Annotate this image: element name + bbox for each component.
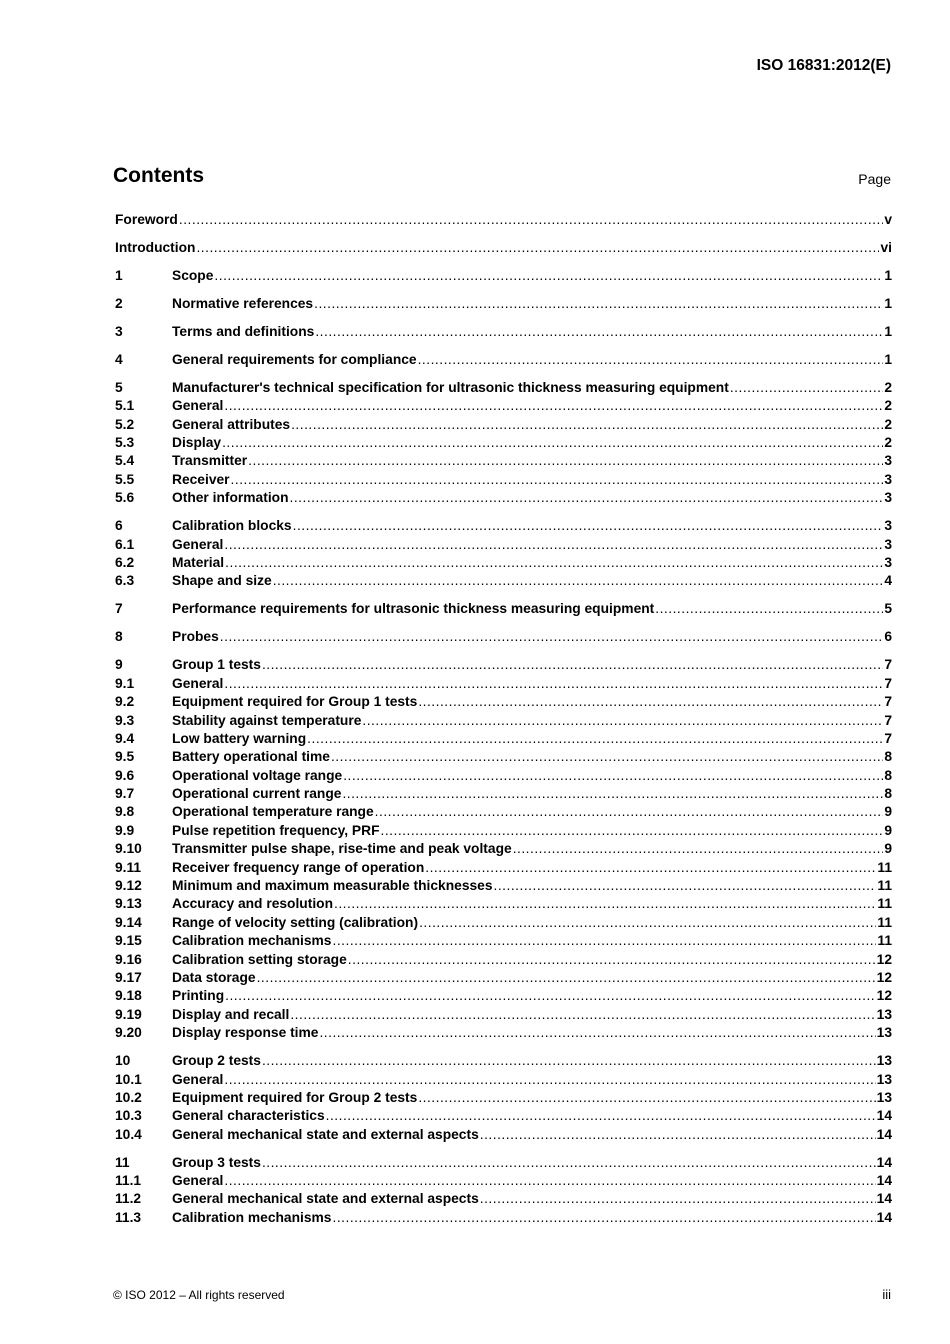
- toc-entry-title: Introduction: [115, 239, 196, 255]
- toc-entry-page: 11: [877, 896, 892, 912]
- dot-leader: [224, 1173, 875, 1188]
- toc-entry-page: 14: [876, 1126, 892, 1142]
- toc-entry[interactable]: [115, 915, 892, 933]
- dot-leader: [220, 629, 884, 644]
- dot-leader: [290, 1007, 875, 1022]
- toc-entry-number: 9.19: [115, 1006, 142, 1022]
- toc-entry-title: Pulse repetition frequency, PRF: [172, 822, 380, 838]
- toc-entry-number: 9.16: [115, 951, 142, 967]
- dot-leader: [315, 324, 883, 339]
- toc-entry-page: 1: [884, 323, 892, 339]
- toc-entry-page: 1: [884, 351, 892, 367]
- dot-leader: [262, 1155, 876, 1170]
- toc-entry-page: 12: [876, 988, 892, 1004]
- dot-leader: [257, 970, 876, 985]
- toc-entry-title: Display response time: [172, 1025, 319, 1041]
- toc-entry-title: Terms and definitions: [172, 323, 315, 339]
- toc-entry-title: General: [172, 1173, 224, 1189]
- dot-leader: [425, 860, 876, 875]
- toc-entry[interactable]: [115, 1191, 892, 1209]
- dot-leader: [231, 472, 884, 487]
- toc-entry[interactable]: [115, 1053, 892, 1071]
- toc-entry[interactable]: [115, 933, 892, 951]
- toc-entry-page: 8: [884, 749, 892, 765]
- toc-entry-number: 1: [115, 267, 123, 283]
- toc-entry-page: 12: [876, 970, 892, 985]
- dot-leader: [314, 296, 883, 311]
- page-column-label: Page: [858, 171, 891, 187]
- toc-entry-number: 10: [115, 1053, 131, 1069]
- toc-entry-number: 5.3: [115, 435, 135, 451]
- toc-entry-page: v: [884, 212, 892, 227]
- toc-entry-title: General characteristics: [172, 1108, 325, 1124]
- toc-entry-number: 9.7: [115, 786, 135, 802]
- toc-entry[interactable]: [115, 629, 892, 647]
- toc-entry-page: 3: [884, 490, 892, 506]
- toc-entry-number: 9.1: [115, 675, 135, 691]
- toc-entry-title: Range of velocity setting (calibration): [172, 914, 419, 930]
- toc-entry-page: 3: [884, 471, 892, 487]
- dot-leader: [307, 731, 883, 746]
- toc-entry[interactable]: [115, 952, 892, 970]
- toc-entry[interactable]: [115, 1007, 892, 1025]
- toc-entry[interactable]: [115, 268, 892, 286]
- toc-entry-number: 6.3: [115, 573, 135, 589]
- toc-entry-number: 3: [115, 323, 123, 339]
- toc-entry-number: 7: [115, 601, 123, 617]
- toc-entry-title: Normative references: [172, 295, 314, 311]
- toc-entry[interactable]: [115, 1210, 892, 1228]
- dot-leader: [375, 804, 884, 819]
- dot-leader: [326, 1108, 876, 1123]
- dot-leader: [273, 573, 884, 588]
- toc-entry-page: 5: [884, 601, 892, 617]
- toc-entry[interactable]: [115, 896, 892, 914]
- toc-entry-number: 5.2: [115, 416, 135, 432]
- toc-entry-number: 10.4: [115, 1126, 142, 1142]
- toc-entry[interactable]: [115, 823, 892, 841]
- toc-entry[interactable]: [115, 804, 892, 822]
- toc-entry[interactable]: [115, 1072, 892, 1090]
- toc-entry-number: 11.1: [115, 1173, 142, 1189]
- toc-entry-number: 9.5: [115, 749, 135, 765]
- dot-leader: [513, 841, 884, 856]
- dot-leader: [319, 1025, 875, 1040]
- dot-leader: [332, 1210, 875, 1225]
- toc-entry[interactable]: [115, 573, 892, 591]
- dot-leader: [342, 786, 883, 801]
- toc-entry-title: Operational temperature range: [172, 804, 374, 820]
- toc-entry-title: General mechanical state and external aspects: [172, 1126, 479, 1142]
- toc-entry[interactable]: [115, 1173, 892, 1191]
- toc-entry[interactable]: [115, 657, 892, 675]
- toc-entry-number: 9.18: [115, 988, 142, 1004]
- toc-entry[interactable]: [115, 713, 892, 731]
- dot-leader: [224, 676, 883, 691]
- toc-entry-page: 8: [884, 767, 892, 783]
- toc-entry-page: 11: [877, 933, 892, 949]
- toc-entry-number: 9.6: [115, 767, 135, 783]
- dot-leader: [418, 352, 884, 367]
- toc-entry-title: Operational voltage range: [172, 767, 343, 783]
- toc-entry-number: 4: [115, 351, 123, 367]
- toc-entry-title: Equipment required for Group 2 tests: [172, 1089, 418, 1105]
- toc-entry-page: 11: [877, 859, 892, 875]
- dot-leader: [224, 398, 883, 413]
- toc-entry-title: Foreword: [115, 212, 178, 227]
- toc-entry[interactable]: [115, 1090, 892, 1108]
- dot-leader: [214, 268, 883, 283]
- dot-leader: [480, 1191, 876, 1206]
- footer-copyright: © ISO 2012 – All rights reserved: [113, 1288, 285, 1302]
- toc-entry-page: 13: [876, 1025, 892, 1041]
- footer-page-number: iii: [882, 1287, 891, 1302]
- toc-entry[interactable]: [115, 970, 892, 988]
- toc-entry-title: Equipment required for Group 1 tests: [172, 694, 418, 710]
- toc-entry-title: Data storage: [172, 970, 256, 985]
- toc-entry-number: 2: [115, 295, 123, 311]
- toc-entry-page: 3: [884, 536, 892, 552]
- toc-entry-page: 4: [884, 573, 892, 589]
- toc-entry-number: 9.17: [115, 970, 142, 985]
- toc-entry[interactable]: [115, 212, 892, 230]
- toc-entry-number: 6.2: [115, 555, 135, 571]
- toc-entry-title: Probes: [172, 629, 219, 645]
- toc-entry[interactable]: [115, 601, 892, 619]
- toc-entry-title: Transmitter pulse shape, rise-time and peak voltage: [172, 841, 512, 857]
- toc-entry[interactable]: [115, 417, 892, 435]
- dot-leader: [262, 657, 883, 672]
- dot-leader: [494, 878, 877, 893]
- dot-leader: [480, 1127, 876, 1142]
- toc-entry-page: 14: [876, 1154, 892, 1170]
- toc-entry-title: Manufacturer's technical specification for ultrasonic thickness measuring equipment: [172, 379, 729, 395]
- toc-entry-number: 9.12: [115, 878, 142, 894]
- dot-leader: [196, 240, 879, 255]
- toc-entry-number: 10.1: [115, 1071, 142, 1087]
- toc-entry-title: Other information: [172, 490, 289, 506]
- contents-title: Contents: [113, 164, 204, 187]
- toc-entry-page: 9: [884, 822, 892, 838]
- toc-entry-title: Transmitter: [172, 453, 248, 469]
- toc-entry[interactable]: [115, 490, 892, 508]
- dot-leader: [730, 380, 883, 395]
- toc-entry-title: Minimum and maximum measurable thicknesses: [172, 878, 493, 894]
- toc-entry-title: General: [172, 1071, 224, 1087]
- toc-entry-number: 9.9: [115, 822, 135, 838]
- table-of-contents: [115, 212, 892, 1228]
- toc-entry-title: Group 3 tests: [172, 1154, 261, 1170]
- toc-entry-page: vi: [880, 239, 892, 255]
- toc-entry-number: 5.4: [115, 453, 135, 469]
- toc-entry-number: 9.20: [115, 1025, 142, 1041]
- dot-leader: [331, 749, 883, 764]
- toc-entry-number: 10.2: [115, 1089, 142, 1105]
- toc-entry-page: 2: [884, 416, 892, 432]
- toc-entry[interactable]: [115, 1127, 892, 1145]
- toc-entry[interactable]: [115, 731, 892, 749]
- toc-entry-number: 5.1: [115, 398, 135, 414]
- dot-leader: [179, 212, 883, 227]
- toc-entry-number: 5: [115, 379, 123, 395]
- dot-leader: [332, 933, 876, 948]
- toc-entry-page: 2: [884, 398, 892, 414]
- dot-leader: [362, 713, 883, 728]
- dot-leader: [381, 823, 884, 838]
- toc-entry-title: General: [172, 536, 224, 552]
- toc-entry-page: 8: [884, 786, 892, 802]
- toc-entry[interactable]: [115, 555, 892, 573]
- toc-entry[interactable]: [115, 380, 892, 398]
- toc-entry-title: Accuracy and resolution: [172, 896, 334, 912]
- toc-entry-number: 11.2: [115, 1191, 142, 1207]
- toc-entry-title: Receiver frequency range of operation: [172, 859, 425, 875]
- toc-entry-number: 10.3: [115, 1108, 142, 1124]
- dot-leader: [343, 768, 883, 783]
- toc-entry-title: Receiver: [172, 471, 230, 487]
- toc-entry[interactable]: [115, 768, 892, 786]
- toc-entry[interactable]: [115, 537, 892, 555]
- toc-entry-page: 11: [877, 914, 892, 930]
- toc-entry[interactable]: [115, 878, 892, 896]
- toc-entry-page: 13: [876, 1071, 892, 1087]
- toc-entry-number: 11.3: [115, 1209, 142, 1225]
- toc-entry[interactable]: [115, 786, 892, 804]
- dot-leader: [224, 1072, 875, 1087]
- toc-entry-title: Calibration mechanisms: [172, 933, 332, 949]
- toc-entry-page: 3: [884, 555, 892, 571]
- toc-entry[interactable]: [115, 841, 892, 859]
- toc-entry[interactable]: [115, 398, 892, 416]
- dot-leader: [222, 435, 883, 450]
- toc-entry-title: General: [172, 675, 224, 691]
- dot-leader: [418, 1090, 875, 1105]
- toc-entry-page: 14: [876, 1191, 892, 1207]
- toc-entry-number: 9.10: [115, 841, 142, 857]
- toc-entry-page: 2: [884, 435, 892, 451]
- toc-entry-page: 1: [884, 295, 892, 311]
- dot-leader: [225, 555, 883, 570]
- toc-entry[interactable]: [115, 676, 892, 694]
- toc-entry-title: Group 2 tests: [172, 1053, 261, 1069]
- toc-entry-title: Group 1 tests: [172, 657, 261, 673]
- toc-entry-title: Material: [172, 555, 225, 571]
- toc-entry-title: Stability against temperature: [172, 712, 362, 728]
- document-id: ISO 16831:2012(E): [756, 57, 891, 74]
- toc-entry-page: 13: [876, 1053, 892, 1069]
- toc-entry-number: 9.13: [115, 896, 142, 912]
- toc-entry-page: 7: [884, 675, 892, 691]
- toc-entry-page: 14: [876, 1209, 892, 1225]
- toc-entry-page: 7: [884, 712, 892, 728]
- toc-entry-number: 9.3: [115, 712, 135, 728]
- toc-entry-page: 2: [884, 379, 892, 395]
- toc-entry-number: 9.11: [115, 859, 142, 875]
- toc-entry-title: Calibration mechanisms: [172, 1209, 332, 1225]
- toc-entry-number: 9.2: [115, 694, 135, 710]
- toc-entry-title: Shape and size: [172, 573, 272, 589]
- toc-entry-number: 9.14: [115, 914, 142, 930]
- toc-entry[interactable]: [115, 453, 892, 471]
- toc-entry-page: 9: [884, 841, 892, 857]
- toc-entry-number: 6: [115, 518, 123, 534]
- toc-entry-title: General: [172, 398, 224, 414]
- toc-entry-page: 14: [876, 1108, 892, 1124]
- dot-leader: [655, 601, 883, 616]
- toc-entry-number: 9.15: [115, 933, 142, 949]
- toc-entry-page: 14: [876, 1173, 892, 1189]
- dot-leader: [224, 537, 883, 552]
- toc-entry-title: Display and recall: [172, 1006, 290, 1022]
- dot-leader: [290, 490, 884, 505]
- dot-leader: [225, 988, 876, 1003]
- toc-entry-number: 6.1: [115, 536, 135, 552]
- toc-entry[interactable]: [115, 518, 892, 536]
- dot-leader: [418, 694, 883, 709]
- dot-leader: [262, 1053, 876, 1068]
- dot-leader: [248, 453, 883, 468]
- toc-entry-title: Performance requirements for ultrasonic thickness measuring equipment: [172, 601, 655, 617]
- toc-entry-page: 13: [876, 1006, 892, 1022]
- dot-leader: [419, 915, 876, 930]
- toc-entry-page: 1: [884, 267, 892, 283]
- toc-entry[interactable]: [115, 860, 892, 878]
- toc-entry-number: 9.8: [115, 804, 135, 820]
- toc-entry-title: Calibration setting storage: [172, 951, 347, 967]
- toc-entry[interactable]: [115, 296, 892, 314]
- toc-entry-page: 3: [884, 453, 892, 469]
- toc-entry-title: Scope: [172, 267, 214, 283]
- toc-entry-page: 11: [877, 878, 892, 894]
- toc-entry[interactable]: [115, 240, 892, 258]
- toc-entry-title: Calibration blocks: [172, 518, 292, 534]
- toc-entry-page: 6: [884, 629, 892, 645]
- toc-entry-number: 5.6: [115, 490, 135, 506]
- toc-entry[interactable]: [115, 988, 892, 1006]
- dot-leader: [293, 518, 884, 533]
- toc-entry[interactable]: [115, 1108, 892, 1126]
- toc-entry[interactable]: [115, 749, 892, 767]
- toc-entry[interactable]: [115, 472, 892, 490]
- toc-entry[interactable]: [115, 1155, 892, 1173]
- toc-entry-title: Operational current range: [172, 786, 342, 802]
- toc-entry-title: Display: [172, 435, 222, 451]
- toc-entry[interactable]: [115, 435, 892, 453]
- dot-leader: [348, 952, 876, 967]
- toc-entry[interactable]: [115, 694, 892, 712]
- toc-entry-number: 5.5: [115, 471, 135, 487]
- toc-entry-title: General attributes: [172, 416, 291, 432]
- toc-entry-number: 8: [115, 629, 123, 645]
- toc-entry-page: 3: [884, 518, 892, 534]
- dot-leader: [334, 896, 876, 911]
- toc-entry-title: General requirements for compliance: [172, 351, 417, 367]
- toc-entry-page: 9: [884, 804, 892, 820]
- toc-entry-page: 7: [884, 694, 892, 710]
- toc-entry-title: Printing: [172, 988, 225, 1004]
- toc-entry-page: 13: [876, 1089, 892, 1105]
- toc-entry-title: Low battery warning: [172, 730, 307, 746]
- toc-entry[interactable]: [115, 324, 892, 342]
- toc-entry-page: 7: [884, 657, 892, 673]
- toc-entry[interactable]: [115, 352, 892, 370]
- toc-entry-title: Battery operational time: [172, 749, 330, 765]
- toc-entry-title: General mechanical state and external aspects: [172, 1191, 479, 1207]
- toc-entry[interactable]: [115, 1025, 892, 1043]
- dot-leader: [291, 417, 883, 432]
- toc-entry-page: 7: [884, 730, 892, 746]
- toc-entry-number: 11: [115, 1154, 130, 1170]
- toc-entry-number: 9: [115, 657, 123, 673]
- toc-entry-page: 12: [876, 951, 892, 967]
- toc-entry-number: 9.4: [115, 730, 135, 746]
